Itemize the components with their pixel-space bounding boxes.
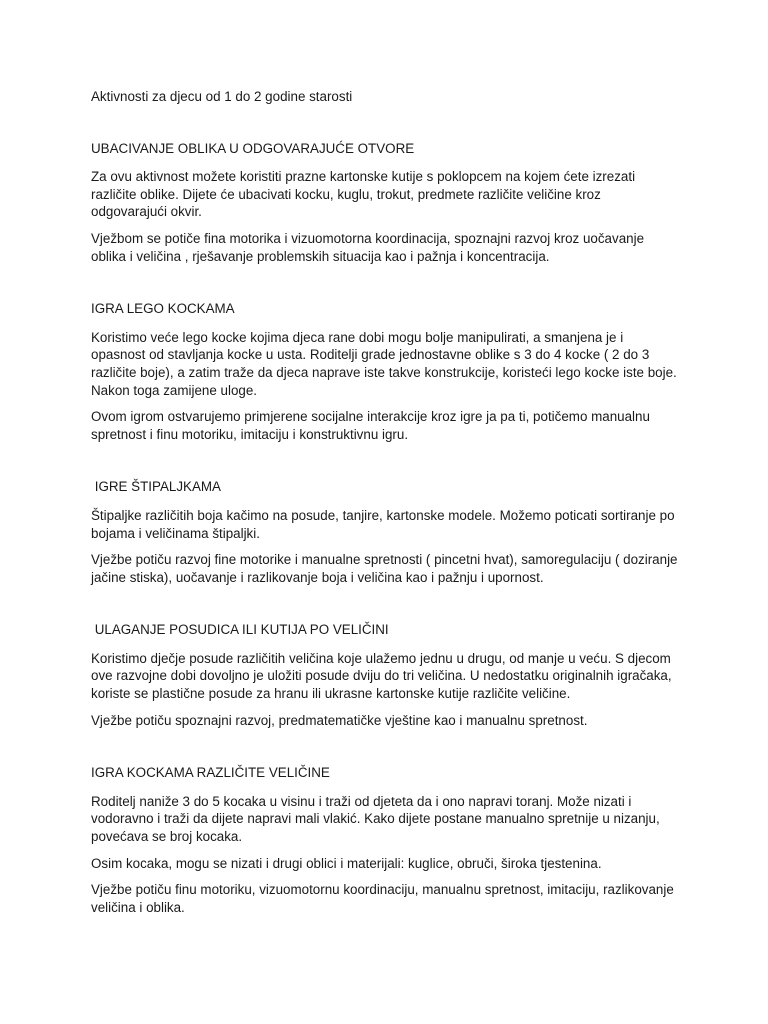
section-nesting-cups — [91, 621, 678, 729]
section-heading: IGRA KOCKAMA RAZLIČITE VELIČINE — [91, 765, 330, 781]
section-clothespins — [91, 478, 678, 586]
paragraph: Osim kocaka, mogu se nizati i drugi oblici i materijali: kuglice, obruči, široka tjestenina. — [91, 855, 602, 871]
section-heading: ULAGANJE POSUDICA ILI KUTIJA PO VELIČINI — [91, 622, 389, 638]
paragraph: Štipaljke različitih boja kačimo na posude, tanjire, kartonske modele. Možemo poticati sortiranje po bojama i veličinama štipaljki. — [91, 507, 675, 541]
paragraph: Koristimo veće lego kocke kojima djeca rane dobi mogu bolje manipulirati, a smanjena je i opasnost od stavljanja kocke u usta. Roditelji grade jednostavne oblike s 3 do 4 kocke ( 2 do 3 različite boje), a zatim traže da djeca naprave iste takve konstrukcije, koristeći lego kocke iste boje. Nakon toga zamijene uloge. — [91, 329, 677, 398]
section-lego — [91, 300, 678, 443]
section-heading: IGRE ŠTIPALJKAMA — [91, 479, 221, 495]
section-blocks — [91, 764, 678, 916]
paragraph: Vježbe potiču razvoj fine motorike i manualne spretnosti ( pincetni hvat), samoregulaciju ( doziranje jačine stiska), uočavanje i razlikovanje boja i veličina kao i pažnju i upornost. — [91, 552, 678, 585]
paragraph: Vježbe potiču finu motoriku, vizuomotornu koordinaciju, manualnu spretnost, imitaciju, razlikovanje veličina i oblika. — [91, 882, 674, 915]
paragraph: Roditelj naniže 3 do 5 kocaka u visinu i traži od djeteta da i ono napravi toranj. Može nizati i vodoravno i traži da dijete napravi mali vlakić. Kako dijete postane manualno spretnije u nizanju, povećava se broj kocaka. — [91, 793, 660, 845]
section-heading: IGRA LEGO KOCKAMA — [91, 301, 235, 317]
section-heading: UBACIVANJE OBLIKA U ODGOVARAJUĆE OTVORE — [91, 140, 415, 156]
document-title: Aktivnosti za djecu od 1 do 2 godine starosti — [91, 89, 353, 104]
paragraph: Vježbom se potiče fina motorika i vizuomotorna koordinacija, spoznajni razvoj kroz uočavanje oblika i veličina , rješavanje problemskih situacija kao i pažnja i koncentracija. — [91, 230, 645, 264]
paragraph: Vježbe potiču spoznajni razvoj, predmatematičke vještine kao i manualnu spretnost. — [91, 712, 588, 728]
paragraph: Ovom igrom ostvarujemo primjerene socijalne interakcije kroz igre ja pa ti, potičemo manualnu spretnost i finu motoriku, imitaciju i konstruktivnu igru. — [91, 409, 650, 442]
paragraph: Za ovu aktivnost možete koristiti prazne kartonske kutije s poklopcem na kojem ćete izrezati različite oblike. Dijete će ubacivati kocku, kuglu, trokut, predmete različite veličine kroz odgovarajući okvir. — [91, 169, 636, 220]
section-shapes — [91, 140, 678, 266]
paragraph: Koristimo dječje posude različitih veličina koje ulažemo jednu u drugu, od manje u veću. S djecom ove razvojne dobi dovoljno je uložiti posude dviju do tri veličina. U nedostatku originalnih igračaka, koriste se plastične posude za hranu ili ukrasne kartonske kutije različite veličine. — [91, 650, 672, 702]
